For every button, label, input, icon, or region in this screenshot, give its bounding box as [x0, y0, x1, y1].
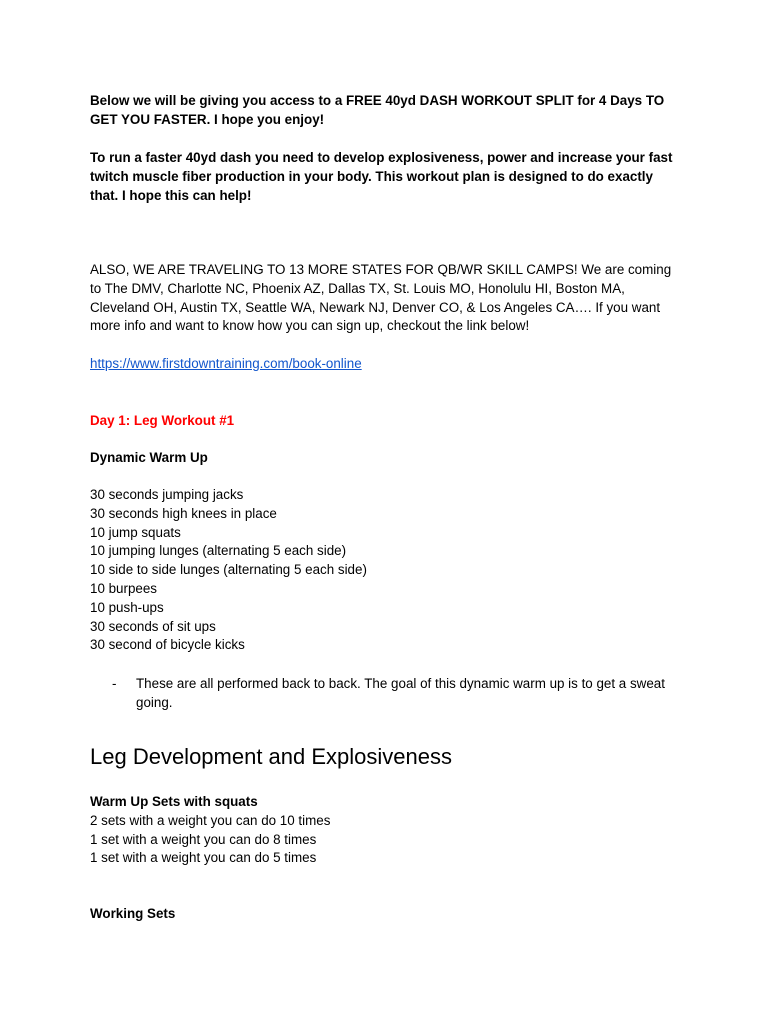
list-item: 10 jumping lunges (alternating 5 each side): [90, 543, 347, 559]
list-item: 30 second of bicycle kicks: [90, 637, 245, 653]
warmup-sets-block: [90, 793, 680, 868]
camps-paragraph: ALSO, WE ARE TRAVELING TO 13 MORE STATES FOR QB/WR SKILL CAMPS! We are coming to The DMV, Charlotte NC, Phoenix AZ, Dallas TX, St. Louis MO, Honolulu HI, Boston MA, Cleveland OH, Austin TX, Seattle WA, Newark NJ, Denver CO, & Los Angeles CA…. If you want more info and want to know how you can sign up, checkout the link below!: [90, 262, 672, 334]
section-heading: Leg Development and Explosiveness: [90, 744, 453, 769]
warmup-sets-title: Warm Up Sets with squats: [90, 794, 258, 809]
working-sets-title: Working Sets: [90, 906, 176, 921]
warmup-note-text: These are all performed back to back. The goal of this dynamic warm up is to get a sweat going.: [136, 676, 665, 710]
list-item: 10 side to side lunges (alternating 5 each side): [90, 562, 367, 578]
list-item: 1 set with a weight you can do 8 times: [90, 831, 317, 847]
list-item: 30 seconds high knees in place: [90, 505, 277, 521]
list-item: 30 seconds of sit ups: [90, 618, 216, 634]
list-item: 30 seconds jumping jacks: [90, 487, 244, 502]
bullet-dash: -: [112, 676, 117, 691]
list-item: 10 jump squats: [90, 524, 181, 540]
intro-paragraph-1: Below we will be giving you access to a FREE 40yd DASH WORKOUT SPLIT for 4 Days TO GET YOU FASTER. I hope you enjoy!: [90, 93, 665, 127]
list-item: 10 burpees: [90, 580, 158, 596]
booking-link[interactable]: https://www.firstdowntraining.com/book-online: [90, 356, 362, 371]
warmup-note: [112, 675, 672, 713]
list-item: 10 push-ups: [90, 599, 164, 615]
dynamic-warmup-title: Dynamic Warm Up: [90, 450, 208, 465]
intro-paragraph-2: To run a faster 40yd dash you need to develop explosiveness, power and increase your fast twitch muscle fiber production in your body. This workout plan is designed to do exactly that. I hope this can help!: [90, 150, 673, 203]
warmup-list: [90, 486, 680, 655]
list-item: 2 sets with a weight you can do 10 times: [90, 812, 331, 828]
day-1-title: Day 1: Leg Workout #1: [90, 413, 235, 428]
list-item: 1 set with a weight you can do 5 times: [90, 850, 317, 866]
